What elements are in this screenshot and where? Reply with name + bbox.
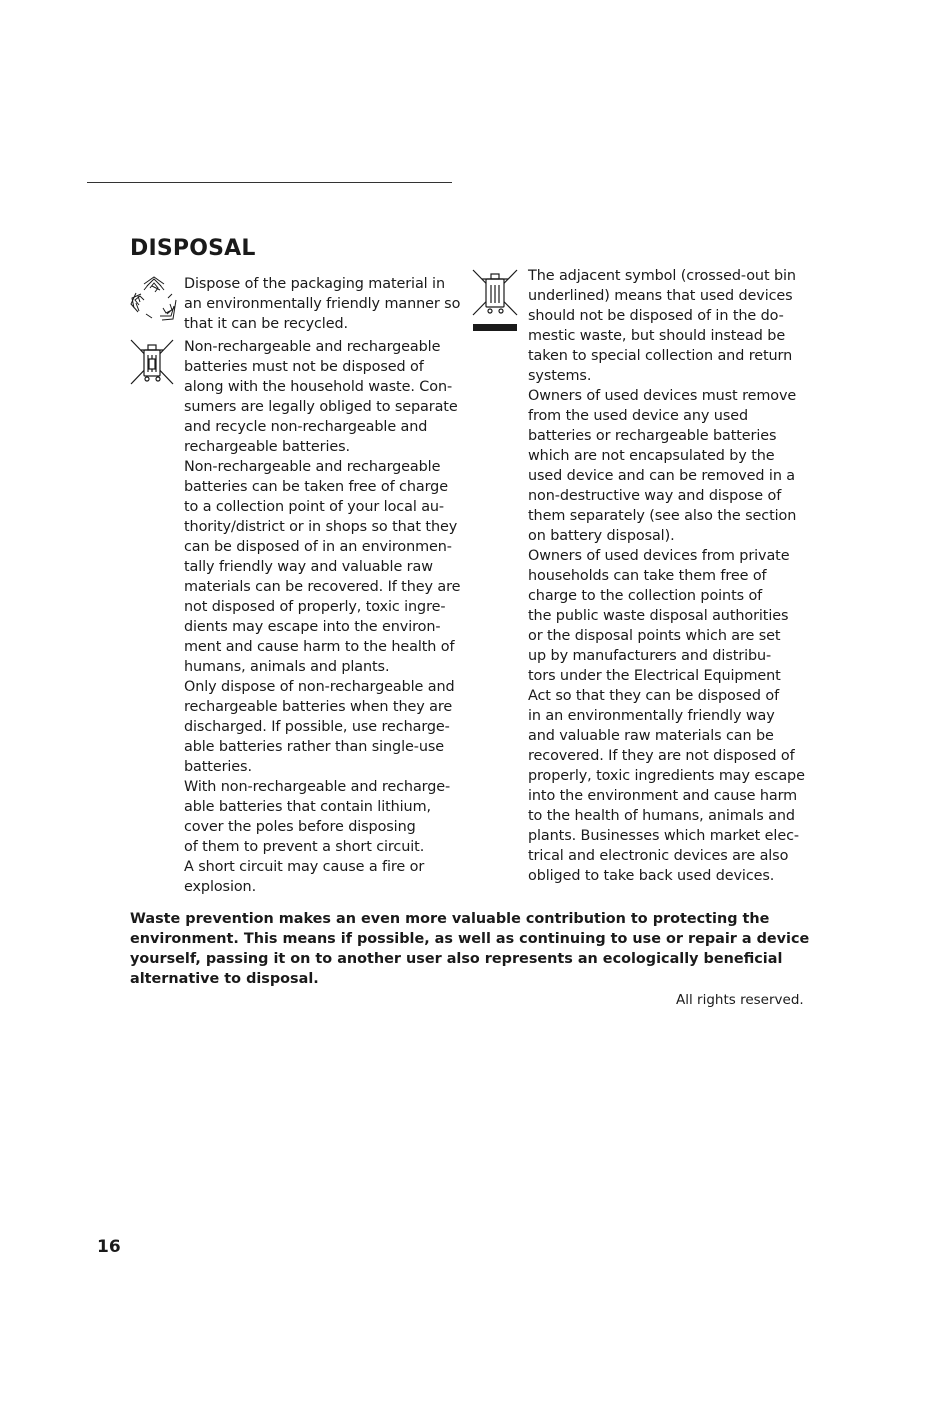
header-rule: [87, 182, 452, 183]
rights-notice: All rights reserved.: [676, 992, 804, 1008]
recycle-icon: [130, 276, 178, 322]
waste-prevention-note: Waste prevention makes an even more valuable contribution to protecting the environment. This means if possible, as well as continuing to use or repair a device yourself, passing it on to another user also represents an ecologically beneficial alternative to disposal.: [130, 911, 810, 987]
crossed-out-bin-icon: [130, 339, 174, 385]
page-number: 16: [97, 1237, 121, 1257]
device-disposal-text: The adjacent symbol (crossed-out bin underlined) means that used devices should not be disposed of in the do- mestic waste, but should instead be taken to special collection and return systems. Owners of used devices must remove from the used device any used batteries or rechargeable batteries which are not encapsulated by the used device and can be removed in a non-destructive way and dispose of them separately (see also the section on battery disposal). Owners of used devices from private households can take them free of charge to the collection points of the public waste disposal authorities or the disposal points which are set up by manufacturers and distribu- tors under the Electrical Equipment Act so that they can be disposed of in an environmentally friendly way and valuable raw materials can be recovered. If they are not disposed of properly, toxic ingredients may escape into the environment and cause harm to the health of humans, animals and plants. Businesses which market elec- trical and electronic devices are also obliged to take back used devices.: [528, 268, 805, 884]
section-title: DISPOSAL: [130, 236, 256, 261]
packaging-disposal-text: Dispose of the packaging material in an environmentally friendly manner so that it can be recycled.: [184, 276, 461, 332]
battery-disposal-text: Non-rechargeable and rechargeable batteries must not be disposed of along with the household waste. Con- sumers are legally obliged to separate and recycle non-rechargeable and rechargeable batteries. Non-rechargeable and rechargeable batteries can be taken free of charge to a collection point of your local au- thority/district or in shops so that they can be disposed of in an environmen- tally friendly way and valuable raw materials can be recovered. If they are not disposed of properly, toxic ingre- dients may escape into the environ- ment and cause harm to the health of humans, animals and plants. Only dispose of non-rechargeable and rechargeable batteries when they are discharged. If possible, use recharge- able batteries rather than single-use batteries. With non-rechargeable and recharge- able batteries that contain lithium, cover the poles before disposing of them to prevent a short circuit. A short circuit may cause a fire or explosion.: [184, 339, 461, 895]
crossed-out-bin-underlined-icon: [472, 267, 518, 333]
